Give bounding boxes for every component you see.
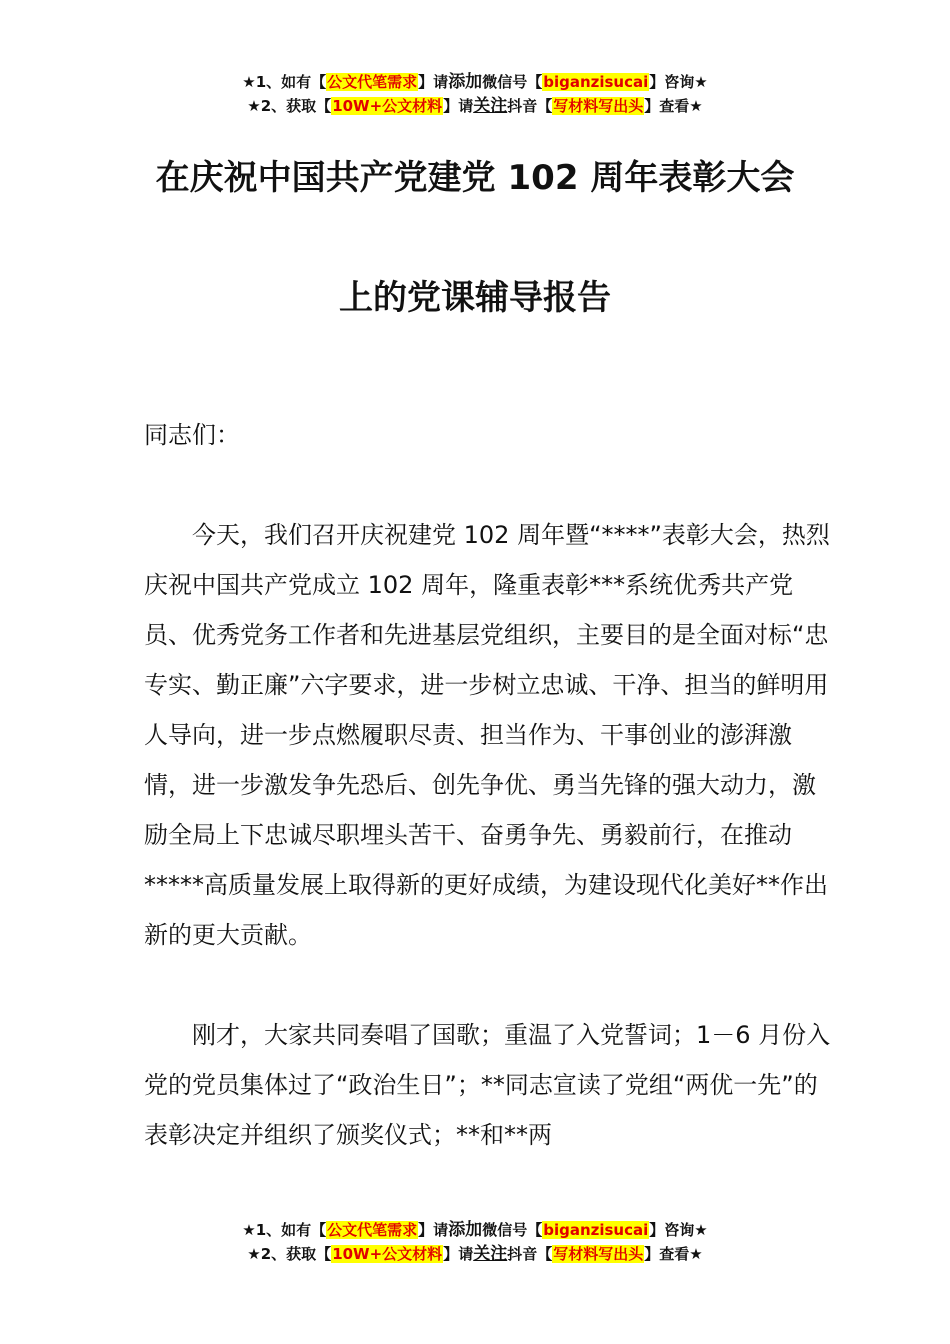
banner-text: 】查看★ [644,97,703,115]
banner-line-2 [0,1242,950,1266]
banner-text: 】咨询★ [649,73,708,91]
banner-line-1 [0,1218,950,1242]
banner-highlight: 10W+公文材料 [332,1245,443,1263]
banner-text: 】请 [418,1221,449,1239]
banner-text: 】请 [443,97,474,115]
banner-emphasis: 关注 [473,96,508,116]
bottom-banner [0,1218,950,1266]
banner-highlight: 10W+公文材料 [332,97,443,115]
banner-text: 】咨询★ [649,1221,708,1239]
banner-text: ★1、如有【 [242,1221,327,1239]
paragraph-2: 刚才，大家共同奏唱了国歌；重温了入党誓词；1－6 月份入党的党员集体过了“政治生日”；**同志宣读了党组“两优一先”的表彰决定并组织了颁奖仪式；**和**两 [144,1021,831,1149]
banner-emphasis: 添加 [448,1220,483,1240]
document-title-line-1: 在庆祝中国共产党建党 102 周年表彰大会 [155,158,795,198]
banner-emphasis: 关注 [473,1244,508,1264]
banner-text: 】请 [443,1245,474,1263]
top-banner [0,70,950,118]
banner-highlight: 写材料写出头 [553,1245,644,1263]
banner-highlight: 公文代笔需求 [327,73,418,91]
banner-text: ★2、获取【 [247,97,332,115]
salutation: 同志们： [144,421,240,449]
document-body [144,410,834,1160]
banner-emphasis: 添加 [448,72,483,92]
banner-text: ★2、获取【 [247,1245,332,1263]
banner-text: 微信号【 [482,1221,543,1239]
banner-highlight: 公文代笔需求 [327,1221,418,1239]
banner-text: 】请 [418,73,449,91]
paragraph-1: 今天，我们召开庆祝建党 102 周年暨“****”表彰大会，热烈庆祝中国共产党成立 102 周年，隆重表彰***系统优秀共产党员、优秀党务工作者和先进基层党组织，主要目的是全面对标“忠专实、勤正廉”六字要求，进一步树立忠诚、干净、担当的鲜明用人导向，进一步点燃履职尽责、担当作为、干事创业的澎湃激情，进一步激发争先恐后、创先争优、勇当先锋的强大动力，激励全局上下忠诚尽职埋头苦干、奋勇争先、勇毅前行，在推动*****高质量发展上取得新的更好成绩，为建设现代化美好**作出新的更大贡献。 [144,521,830,949]
banner-text: 抖音【 [507,97,553,115]
document-title-line-2: 上的党课辅导报告 [339,278,611,318]
banner-text: 抖音【 [507,1245,553,1263]
banner-line-2 [0,94,950,118]
banner-line-1 [0,70,950,94]
banner-highlight: 写材料写出头 [553,97,644,115]
banner-text: 微信号【 [482,73,543,91]
banner-text: ★1、如有【 [242,73,327,91]
banner-highlight: biganzisucai [543,1221,649,1239]
banner-highlight: biganzisucai [543,73,649,91]
banner-text: 】查看★ [644,1245,703,1263]
